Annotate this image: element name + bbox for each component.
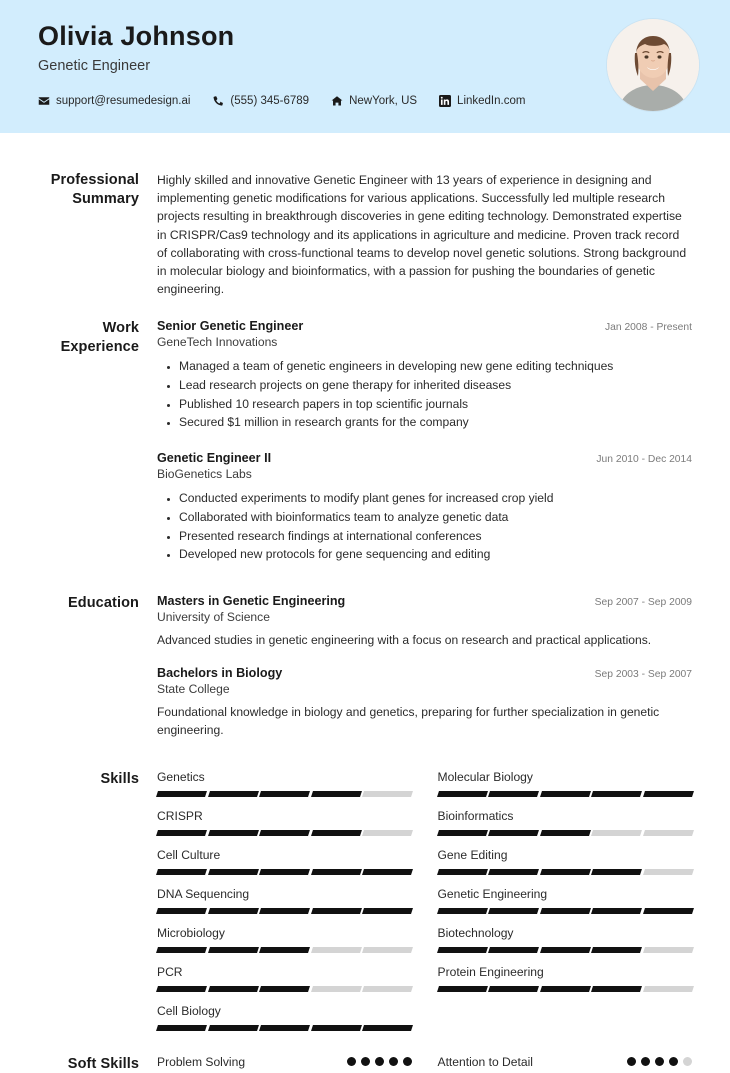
skill-level-segment [488, 869, 538, 875]
rating-dot [669, 1057, 678, 1066]
skill-level-segment [643, 869, 693, 875]
skill-level-segment [591, 986, 641, 992]
skill-item [438, 770, 693, 809]
skill-level-segment [540, 830, 590, 836]
skill-item [438, 848, 693, 887]
skill-level-segment [259, 947, 309, 953]
section-work-experience [38, 319, 692, 564]
education-entry-organization: University of Science [157, 610, 270, 625]
skill-level-segment [540, 908, 590, 914]
skill-level-segment [437, 869, 487, 875]
skill-level-segment [540, 869, 590, 875]
skill-level-segment [208, 830, 258, 836]
section-label-education: Education [68, 595, 139, 612]
soft-skills-grid [157, 1055, 692, 1069]
work-entry-bullets [157, 489, 692, 564]
skill-level-segment [311, 869, 361, 875]
skill-item [157, 887, 412, 926]
skill-level-bar [438, 947, 693, 953]
skill-level-segment [259, 869, 309, 875]
skill-level-segment [540, 947, 590, 953]
skill-level-segment [156, 830, 206, 836]
skill-name: DNA Sequencing [157, 886, 250, 901]
rating-dot [683, 1057, 692, 1066]
contact-location-text: NewYork, US [349, 94, 418, 107]
skill-level-segment [591, 947, 641, 953]
education-entry-date: Sep 2003 - Sep 2007 [594, 668, 692, 680]
skill-level-segment [437, 986, 487, 992]
skill-level-bar [157, 869, 412, 875]
home-icon [331, 95, 343, 107]
skill-name: Cell Biology [157, 1003, 221, 1018]
skill-level-segment [643, 791, 693, 797]
skill-level-bar [438, 869, 693, 875]
skills-grid [157, 770, 692, 1043]
work-entry [157, 319, 692, 432]
skill-level-segment [208, 986, 258, 992]
contact-location[interactable] [331, 95, 417, 107]
skill-level-segment [362, 1025, 412, 1031]
work-entry-organization: GeneTech Innovations [157, 335, 278, 350]
skill-level-segment [591, 830, 641, 836]
work-entry-organization: BioGenetics Labs [157, 467, 252, 482]
skill-name: Bioinformatics [437, 808, 514, 823]
skill-level-segment [156, 791, 206, 797]
section-soft-skills [38, 1055, 692, 1073]
education-entry-title: Masters in Genetic Engineering [157, 594, 346, 609]
skill-level-segment [437, 791, 487, 797]
education-entry [157, 594, 692, 650]
skill-level-bar [157, 947, 412, 953]
work-entry-date: Jan 2008 - Present [604, 322, 692, 334]
rating-dot [389, 1057, 398, 1066]
skill-item [438, 809, 693, 848]
skill-name: Cell Culture [157, 847, 221, 862]
skill-level-segment [643, 947, 693, 953]
skill-level-segment [362, 908, 412, 914]
education-entry [157, 666, 692, 740]
skill-level-segment [437, 908, 487, 914]
soft-skill-name: Problem Solving [157, 1054, 246, 1069]
skill-name: Protein Engineering [437, 964, 544, 979]
skill-level-segment [259, 791, 309, 797]
contact-phone-text: (555) 345-6789 [230, 94, 310, 107]
skill-name: Biotechnology [437, 925, 514, 940]
skill-level-segment [591, 791, 641, 797]
rating-dot [361, 1057, 370, 1066]
contact-linkedin-text: LinkedIn.com [457, 94, 526, 107]
rating-dot [655, 1057, 664, 1066]
rating-dot [641, 1057, 650, 1066]
skill-level-bar [438, 908, 693, 914]
skill-level-segment [540, 986, 590, 992]
skill-level-segment [591, 869, 641, 875]
education-entry-description: Foundational knowledge in biology and genetics, preparing for further specialization in genetic engineering. [157, 704, 660, 737]
contact-email[interactable] [38, 95, 190, 107]
skill-level-segment [156, 908, 206, 914]
skill-level-segment [437, 947, 487, 953]
skill-level-segment [311, 1025, 361, 1031]
work-entry-date: Jun 2010 - Dec 2014 [596, 454, 692, 466]
rating-dot [403, 1057, 412, 1066]
summary-text: Highly skilled and innovative Genetic Engineer with 13 years of experience in designing and implementing genetic modifications for various applications. Successfully led multiple research projects resulting in breakthrough discoveries in gene editing technology. Demonstrated expertise in CRISPR/Cas9 technology and its applications in agriculture and medicine. Proven track record of collaborating with cross-functional teams to develop novel genetic solutions. Strong background in molecular biology and bioinformatics, with a passion for pushing the boundaries of genetic engineering. [157, 173, 687, 297]
skill-item [157, 965, 412, 1004]
skill-level-segment [362, 947, 412, 953]
section-skills [38, 770, 692, 1043]
skill-level-segment [362, 791, 412, 797]
skill-level-segment [208, 869, 258, 875]
section-label-work: Work Experience [60, 320, 139, 355]
skill-level-bar [157, 791, 412, 797]
skill-item [157, 926, 412, 965]
skill-level-segment [362, 830, 412, 836]
skill-level-segment [437, 830, 487, 836]
list-item: • Collaborated with bioinformatics team to analyze genetic data [179, 508, 692, 527]
section-label-summary: Professional Summary [50, 172, 139, 207]
work-entry-bullets [157, 357, 692, 432]
section-label-skills: Skills [100, 770, 139, 787]
section-professional-summary [38, 171, 692, 298]
soft-skill-rating [627, 1057, 692, 1066]
skill-level-segment [311, 986, 361, 992]
skill-level-segment [208, 791, 258, 797]
skill-level-segment [488, 830, 538, 836]
list-item: • Secured $1 million in research grants for the company [179, 413, 692, 432]
skill-level-segment [311, 830, 361, 836]
resume-body [0, 171, 730, 1073]
linkedin-icon [439, 95, 451, 107]
skill-item [157, 770, 412, 809]
skill-item [438, 965, 693, 1004]
skill-item [438, 887, 693, 926]
skill-level-segment [259, 986, 309, 992]
skill-level-bar [157, 908, 412, 914]
skill-level-segment [208, 947, 258, 953]
skill-level-segment [156, 986, 206, 992]
skill-name: Gene Editing [437, 847, 508, 862]
soft-skill-item [438, 1055, 693, 1069]
skill-item [157, 809, 412, 848]
section-label-soft-skills: Soft Skills [67, 1055, 139, 1072]
list-item: • Presented research findings at international conferences [179, 527, 692, 546]
skill-level-segment [208, 1025, 258, 1031]
list-item: • Published 10 research papers in top scientific journals [179, 395, 692, 414]
rating-dot [347, 1057, 356, 1066]
skill-level-bar [438, 830, 693, 836]
candidate-job-title: Genetic Engineer [38, 57, 151, 74]
rating-dot [375, 1057, 384, 1066]
list-item: • Developed new protocols for gene sequencing and editing [179, 545, 692, 564]
list-item: • Lead research projects on gene therapy for inherited diseases [179, 376, 692, 395]
skill-level-bar [157, 986, 412, 992]
skill-level-segment [591, 908, 641, 914]
section-education [38, 594, 692, 740]
skill-level-segment [488, 791, 538, 797]
phone-icon [212, 95, 224, 107]
list-item: • Managed a team of genetic engineers in developing new gene editing techniques [179, 357, 692, 376]
skill-level-segment [643, 830, 693, 836]
education-entry-title: Bachelors in Biology [157, 665, 283, 680]
contact-linkedin[interactable] [439, 95, 525, 107]
skill-item [157, 848, 412, 887]
soft-skill-item [157, 1055, 412, 1069]
education-entry-description: Advanced studies in genetic engineering with a focus on research and practical applications. [157, 633, 652, 648]
skill-name: Genetic Engineering [437, 886, 548, 901]
education-entry-date: Sep 2007 - Sep 2009 [594, 597, 692, 609]
skill-item [438, 926, 693, 965]
skill-name: Microbiology [157, 925, 225, 940]
skill-level-bar [157, 830, 412, 836]
skill-name: Molecular Biology [437, 769, 533, 784]
skill-level-segment [488, 947, 538, 953]
skill-level-segment [488, 986, 538, 992]
candidate-name: Olivia Johnson [38, 21, 235, 51]
skill-level-segment [259, 908, 309, 914]
skill-level-segment [362, 986, 412, 992]
work-entry-title: Senior Genetic Engineer [157, 319, 304, 334]
skill-level-segment [156, 1025, 206, 1031]
skill-level-segment [259, 1025, 309, 1031]
skill-level-bar [157, 1025, 412, 1031]
work-entry [157, 451, 692, 564]
skill-level-segment [311, 791, 361, 797]
contact-phone[interactable] [212, 95, 309, 107]
skill-name: CRISPR [157, 808, 203, 823]
skill-level-segment [208, 908, 258, 914]
skill-level-segment [156, 947, 206, 953]
contact-email-text: support@resumedesign.ai [56, 94, 191, 107]
soft-skill-name: Attention to Detail [437, 1054, 533, 1069]
work-entry-title: Genetic Engineer II [157, 451, 272, 466]
skill-name: Genetics [157, 769, 205, 784]
skill-level-bar [438, 986, 693, 992]
resume-header [0, 0, 730, 133]
soft-skill-rating [347, 1057, 412, 1066]
skill-level-segment [643, 908, 693, 914]
list-item: • Conducted experiments to modify plant genes for increased crop yield [179, 489, 692, 508]
skill-level-segment [488, 908, 538, 914]
skill-item [157, 1004, 412, 1043]
skill-level-segment [259, 830, 309, 836]
skill-level-segment [643, 986, 693, 992]
rating-dot [627, 1057, 636, 1066]
skill-level-segment [540, 791, 590, 797]
profile-photo-illustration [607, 19, 699, 111]
skill-level-bar [438, 791, 693, 797]
education-entry-organization: State College [157, 681, 230, 696]
avatar [607, 19, 699, 111]
skill-level-segment [156, 869, 206, 875]
skill-level-segment [311, 947, 361, 953]
skill-level-segment [311, 908, 361, 914]
skill-level-segment [362, 869, 412, 875]
contact-row [38, 95, 700, 107]
skill-name: PCR [157, 964, 183, 979]
envelope-icon [38, 95, 50, 107]
